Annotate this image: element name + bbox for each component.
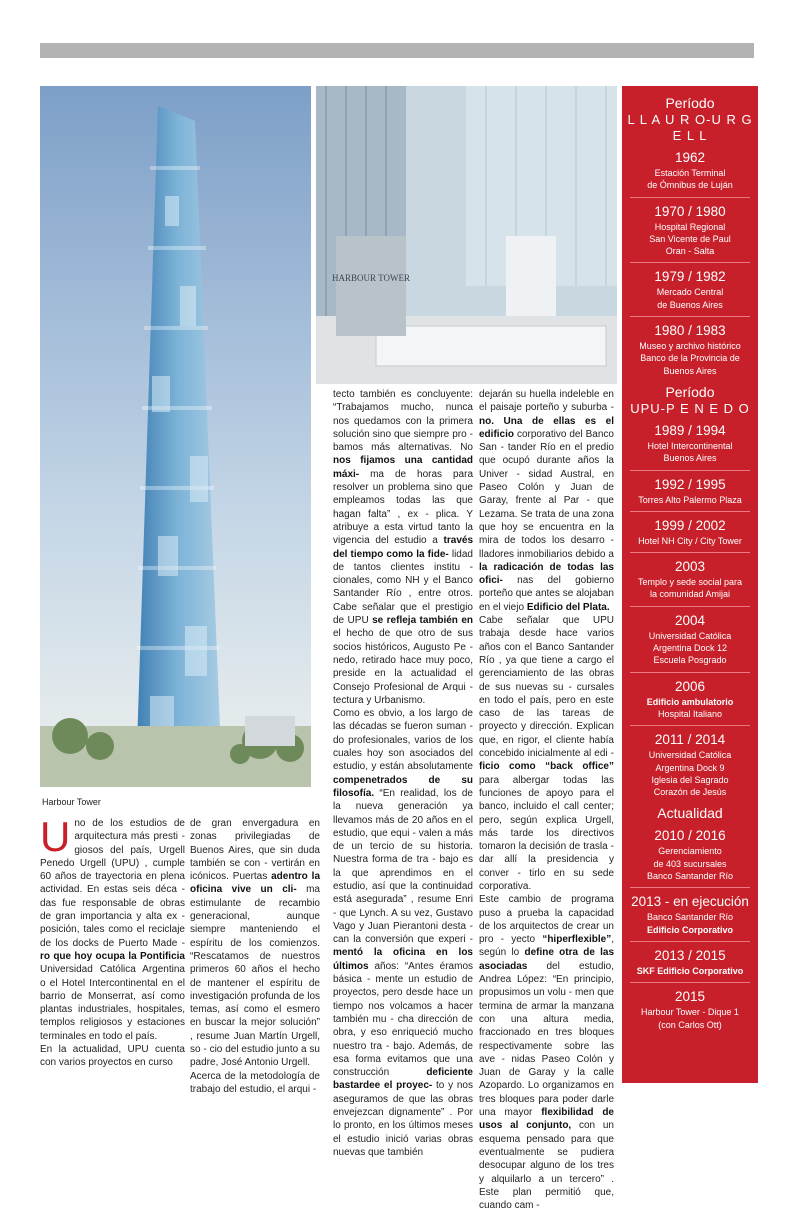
timeline-project: Estación Terminal — [654, 168, 726, 178]
timeline-project: Mercado Central — [656, 287, 724, 298]
article-column-3 — [333, 388, 473, 1159]
timeline-project: Argentina Dock 12 — [652, 643, 728, 654]
lobby-photo — [316, 86, 617, 384]
timeline-project: Edificio ambulatorio — [646, 696, 734, 707]
timeline-entry — [622, 893, 758, 936]
timeline-project: Museo y archivo histórico — [639, 341, 741, 352]
timeline-project: Banco Santander Río — [646, 871, 734, 882]
timeline-entry — [622, 203, 758, 258]
timeline-divider — [630, 941, 750, 942]
timeline-project: de 403 sucursales — [653, 858, 727, 869]
timeline-entry — [622, 322, 758, 377]
timeline-project: Iglesia del Sagrado — [651, 774, 729, 785]
timeline-entry — [622, 422, 758, 465]
timeline-project: Buenos Aires — [663, 365, 717, 376]
period-2-label: Período — [665, 383, 715, 400]
paragraph-8: Cabe señalar que UPU trabaja desde hace varios años con el Banco Santander Río , ya que tiene a cargo el gerenciamiento de las obras de sus nuevas su - cursales en todo el país, pero en este caso de las tareas de proyecto y dirección. Explican que, en rigor, el cliente había concebido inicialmente al edi - ficio como “back office” para albergar todas las funciones de apoyo para el banco, incluido el call center; pero, según explica Urgell, más tarde los directivos tomaron la decisión de trasla - dar allí la presidencia y conver - tirlo en su sede corporativa. — [479, 615, 614, 892]
timeline-project: la comunidad Amijai — [649, 589, 731, 600]
timeline-divider — [630, 470, 750, 471]
timeline-divider — [630, 725, 750, 726]
period-1-label: Período — [665, 95, 715, 111]
timeline-project: Argentina Dock 9 — [655, 762, 725, 773]
period-3-label: Actualidad — [657, 805, 723, 822]
timeline-project: Buenos Aires — [663, 453, 717, 464]
paragraph-7: dejarán su huella indeleble en el paisaje porteño y suburba - no. Una de ellas es el edificio corporativo del Banco San - tander Río en el predio que ocupó durante años la Univer - sidad Austral, en Paseo Colón y Juan de Garay, frente al Par - que Lezama. Se trata de una zona que hoy se encuentra en la mira de todos los desarro - lladores inmobiliarios debido a la radicación de todas las ofici- nas del gobierno porteño que antes se alojaban en el viejo Edificio del Plata. — [479, 389, 615, 613]
timeline-year: 1999 / 2002 — [654, 517, 726, 533]
timeline-project: Gerenciamiento — [658, 846, 722, 857]
timeline-divider — [630, 887, 750, 888]
paragraph-5: tecto también es concluyente: “Trabajamos mucho, nunca nos quedamos con la primera solución sino que siempre pro - bamos más alternativas. No nos fijamos una cantidad máxi- ma de horas para resolver un problema sino que empleamos todas las que hagan falta” , ex - plica. Y atribuye a esta virtud tanto la vigencia del estudio a través del tiempo como la fide- lidad de tantos clientes institu - cionales, como NH y el Banco Santander Río , entre otros. Cabe señalar que el prestigio de UPU se refleja también en el hecho de que otro de sus socios históricos, Augusto Pe - nedo, retirado hace muy poco, preside en la actualidad el Consejo Profesional de Arqui - tectura y Urbanismo. — [333, 389, 473, 706]
paragraph-6: Como es obvio, a los largo de las décadas se fueron suman - do profesionales, varios de los cuales hoy son asociados del estudio, y están absolutamente compenetrados de su filosofía. “En realidad, los de la nueva generación ya llevamos más de 20 años en el estudio, que equi - valen a más de un tercio de su historia. Nuestra forma de tra - bajo es la que aprendimos en el estudio, así que la continuidad está asegurada” , resume Enri - que Lynch. A su vez, Gustavo Vago y Juan Pierantoni desta - can la conversión que experi - mentó la oficina en los últimos años: “Antes éramos básica - mente un estudio de proyectos, pero desde hace un tiempo nos volcamos a hacer también mu - cha dirección de obra, y eso enriqueció mucho nuestro tra - bajo. Además, de esa forma evitamos que una construcción deficiente bastardee el proyec- to y nos aseguramos de que las obras envejezcan dignamente” . Por lo pronto, en los últimos meses el estudio inició varias obras nuevas que también — [333, 708, 474, 1158]
timeline-entry — [622, 947, 758, 977]
timeline-divider — [630, 982, 750, 983]
photo-caption: Harbour Tower — [42, 797, 101, 807]
timeline-year: 2015 — [674, 989, 706, 1005]
timeline-year: 1979 / 1982 — [654, 269, 726, 285]
timeline-year: 2006 — [674, 678, 706, 694]
timeline-divider — [630, 262, 750, 263]
timeline-divider — [630, 511, 750, 512]
timeline-project: (con Carlos Ott) — [658, 1019, 722, 1030]
period-3-entries — [622, 827, 758, 1030]
timeline-year: 1992 / 1995 — [654, 476, 726, 492]
period-1-name: L L A U R O-U R G E L L — [627, 112, 753, 143]
timeline-year: 1989 / 1994 — [654, 422, 726, 438]
timeline-sidebar — [622, 86, 758, 1083]
timeline-year: 2011 / 2014 — [654, 732, 726, 748]
period-2-name: UPU-P E N E D O — [630, 400, 750, 416]
timeline-project: de Ómnibus de Luján — [647, 180, 733, 191]
timeline-year: 2013 / 2015 — [654, 947, 726, 963]
timeline-entry — [622, 678, 758, 721]
article-column-1 — [40, 813, 185, 1070]
timeline-project: Escuela Posgrado — [653, 655, 727, 666]
timeline-project: Hotel NH City / City Tower — [638, 535, 742, 546]
timeline-project: Templo y sede social para — [637, 577, 743, 588]
timeline-divider — [630, 672, 750, 673]
timeline-year: 1962 — [674, 150, 706, 165]
timeline-year: 1980 / 1983 — [654, 323, 726, 339]
timeline-project: de Buenos Aires — [657, 299, 723, 310]
paragraph-4: Acerca de la metodología de trabajo del estudio, el arqui - — [190, 1070, 320, 1095]
harbour-tower-photo — [40, 86, 311, 787]
timeline-entry — [622, 149, 758, 192]
timeline-divider — [630, 552, 750, 553]
timeline-entry — [622, 558, 758, 601]
timeline-year: 1970 / 1980 — [654, 203, 726, 219]
timeline-project: Banco Santander Río — [646, 912, 734, 923]
timeline-project: Hotel Intercontinental — [647, 440, 733, 451]
paragraph-9: Este cambio de programa puso a prueba la capacidad de los arquitectos de crear un pro - yecto “hiperflexible”, según lo define otra de las asociadas del estudio, Andrea López: “En principio, propusimos un volu - men que termina de armar la manzana con una altura media, fraccionado en tres bloques respectivamente sobre las ave - nidas Paseo Colón y Juan de Garay y la calle Azopardo. Lo organizamos en tres bloques para poder darle una mayor flexibilidad de usos al conjunto, con un esquema pensado para que eventualmente se pudiera desocupar alguno de los tres y alquilarlo a un tercero” . Este plan permitió que, cuando cam - — [479, 894, 615, 1212]
timeline-year: 2003 — [674, 559, 706, 575]
paragraph-2: En la actualidad, UPU cuenta con varios proyectos en curso — [40, 1044, 185, 1069]
timeline-year: 2004 — [674, 612, 706, 628]
timeline-entry — [622, 612, 758, 667]
timeline-project: Torres Alto Palermo Plaza — [638, 494, 742, 505]
dropcap: U — [40, 813, 71, 860]
timeline-project: Corazón de Jesús — [653, 787, 727, 798]
period-1-entries — [622, 149, 758, 377]
timeline-year: 2013 - en ejecución — [631, 894, 749, 910]
timeline-divider — [630, 606, 750, 607]
timeline-project: Oran - Salta — [665, 246, 715, 257]
lobby-sign-text: HARBOUR TOWER — [332, 273, 410, 283]
timeline-year: 2010 / 2016 — [654, 828, 726, 844]
timeline-project: Edificio Corporativo — [646, 924, 733, 935]
timeline-project: Universidad Católica — [648, 630, 732, 641]
timeline-entry — [622, 731, 758, 798]
timeline-project: SKF Edificio Corporativo — [636, 965, 744, 976]
tower-illustration — [40, 86, 311, 787]
timeline-divider — [630, 197, 750, 198]
article-column-4 — [479, 388, 614, 1212]
timeline-project: Banco de la Provincia de — [640, 353, 740, 364]
timeline-entry — [622, 988, 758, 1031]
header-bar — [40, 43, 754, 58]
timeline-project: Hospital Regional — [654, 221, 726, 232]
timeline-project: Hospital Italiano — [657, 708, 723, 719]
lobby-illustration — [316, 86, 617, 384]
paragraph-1: Uno de los estudios de arquitectura más presti - giosos del país, Urgell Penedo Urgell (UPU) , cumple 60 años de trayectoria en plena actividad. En estas seis déca - das fue responsable de obras de gran importancia y alta ex - posición, tales como el reciclaje de los docks de Puerto Made - ro que hoy ocupa la Pontificia Universidad Católica Argentina o el Hotel Intercontinental en el barrio de Monserrat, así como plantas industriales, hospitales, templos religiosos y estaciones terminales en todo el país. — [40, 813, 185, 1042]
timeline-divider — [630, 316, 750, 317]
timeline-project: Universidad Católica — [648, 750, 732, 761]
article-column-2 — [190, 817, 320, 1096]
timeline-entry — [622, 268, 758, 311]
timeline-project: Harbour Tower - Dique 1 — [641, 1007, 739, 1018]
timeline-entry — [622, 476, 758, 506]
timeline-entry — [622, 517, 758, 547]
timeline-project: San Vicente de Paul — [649, 233, 731, 244]
timeline-entry — [622, 827, 758, 882]
paragraph-3: de gran envergadura en zonas privilegiadas de Buenos Aires, que sin duda también se con - vertirán en icónicos. Puertas adentro la oficina vive un cli- ma estimulante de recambio generacional, aunque siempre manteniendo el espíritu de los comienzos. “Rescatamos de nuestros primeros 60 años el hecho de mantener el espíritu de investigación profunda de los temas, así como el esmero en buscar la mejor solución” , resume Juan Martín Urgell, so - cio del estudio junto a su padre, José Antonio Urgell. — [190, 818, 321, 1069]
period-2-entries — [622, 422, 758, 798]
